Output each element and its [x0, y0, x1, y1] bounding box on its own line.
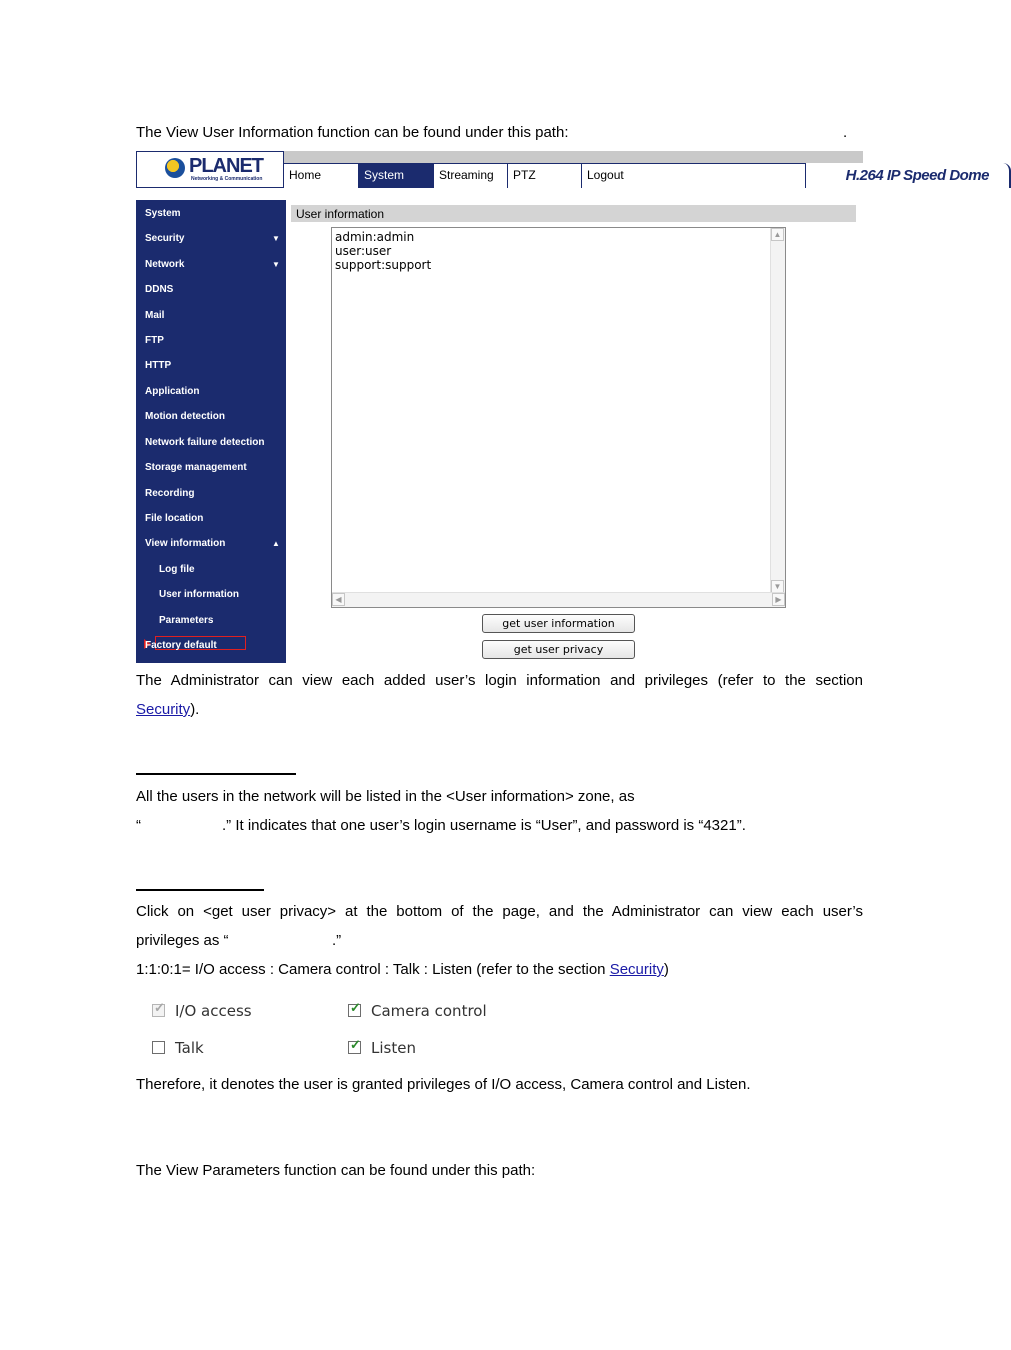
scroll-down-icon[interactable]: ▼	[771, 580, 784, 593]
planet-logo	[136, 151, 284, 188]
talk-checkbox[interactable]	[152, 1041, 165, 1054]
camera-control-checkbox[interactable]	[348, 1000, 361, 1017]
listen-checkbox[interactable]	[348, 1037, 361, 1054]
users-paragraph-line1: All the users in the network will be listed in the <User information> zone, as	[136, 788, 635, 805]
checkmark-icon: ✓	[154, 1000, 165, 1015]
io-access-label: I/O access	[175, 1002, 252, 1020]
users-paragraph-line2: .” It indicates that one user’s login username is “User”, and password is “4321”.	[222, 817, 746, 834]
vertical-scrollbar[interactable]	[770, 228, 785, 593]
camera-control-label: Camera control	[371, 1002, 487, 1020]
intro-period: .	[843, 124, 848, 141]
privacy-paragraph-text: Click on <get user privacy> at the bottom of the page, and the Administrator can view each user’s	[136, 903, 863, 920]
talk-label: Talk	[175, 1039, 204, 1057]
sidebar-item-application[interactable]: Application	[145, 386, 200, 397]
sidebar-item-recording[interactable]: Recording	[145, 488, 195, 499]
tab-ptz[interactable]: PTZ	[508, 163, 582, 188]
privacy-paragraph-line2b: .”	[332, 932, 342, 949]
get-user-information-button[interactable]: get user information	[482, 614, 635, 633]
section-heading: User information	[296, 207, 385, 221]
list-item: support:support	[335, 258, 432, 272]
io-access-checkbox[interactable]	[152, 1000, 165, 1017]
sidebar-item-ftp[interactable]: FTP	[145, 335, 164, 346]
intro-user-info-text: The View User Information function can be found under this path:	[136, 124, 569, 141]
sidebar-item-log-file[interactable]: Log file	[159, 564, 195, 575]
sidebar-item-ddns[interactable]: DDNS	[145, 284, 174, 295]
list-item: user:user	[335, 244, 392, 258]
sidebar-item-view-information[interactable]: View information	[145, 538, 226, 549]
security-link[interactable]: Security	[609, 961, 664, 978]
sidebar-item-motion-detection[interactable]: Motion detection	[145, 411, 225, 422]
privacy-paragraph-line1	[136, 903, 863, 921]
listen-label: Listen	[371, 1039, 416, 1057]
admin-paragraph-line1	[136, 672, 863, 690]
tab-streaming[interactable]: Streaming	[434, 163, 508, 188]
sidebar-item-system[interactable]: System	[145, 208, 181, 219]
sidebar-item-parameters[interactable]: Parameters	[159, 615, 214, 626]
scroll-up-icon[interactable]: ▲	[771, 228, 784, 241]
product-name: H.264 IP Speed Dome	[845, 167, 989, 184]
sidebar-item-http[interactable]: HTTP	[145, 360, 172, 371]
privacy-legend-close: )	[663, 961, 669, 978]
checkmark-icon: ✓	[350, 1037, 361, 1052]
privacy-paragraph-line2a: privileges as “	[136, 932, 229, 949]
globe-icon	[165, 158, 185, 178]
heading-underline	[136, 889, 264, 891]
users-open-quote: “	[136, 817, 141, 834]
sidebar-item-file-location[interactable]: File location	[145, 513, 204, 524]
admin-paragraph-line2	[136, 701, 863, 719]
sidebar-item-mail[interactable]: Mail	[145, 310, 165, 321]
get-user-privacy-button[interactable]: get user privacy	[482, 640, 635, 659]
section-heading-bar	[291, 205, 856, 222]
main-content	[286, 200, 863, 663]
intro-user-info	[136, 124, 863, 142]
chevron-down-icon[interactable]: ▼	[272, 260, 280, 269]
sidebar-item-network-failure-detection[interactable]: Network failure detection	[145, 437, 265, 448]
sidebar-item-factory-default[interactable]: Factory default	[145, 640, 217, 651]
scroll-right-icon[interactable]: ▶	[772, 593, 785, 606]
horizontal-scrollbar[interactable]	[332, 592, 785, 607]
chevron-down-icon[interactable]: ▼	[272, 234, 280, 243]
scroll-left-icon[interactable]: ◀	[332, 593, 345, 606]
privacy-legend-text: 1:1:0:1= I/O access : Camera control : Talk : Listen (refer to the section	[136, 961, 606, 978]
admin-paragraph-text: The Administrator can view each added user’s login information and privileges (refer to the section	[136, 672, 863, 689]
user-list-box[interactable]	[331, 227, 786, 608]
top-nav	[284, 151, 989, 188]
sidebar-item-storage-management[interactable]: Storage management	[145, 462, 247, 473]
privacy-paragraph-line3	[136, 961, 863, 979]
tab-home[interactable]: Home	[284, 163, 359, 188]
security-link[interactable]: Security	[136, 701, 191, 718]
sidebar-item-user-information[interactable]: User information	[159, 589, 240, 600]
sidebar-item-security[interactable]: Security	[145, 233, 185, 244]
checkmark-icon: ✓	[350, 1000, 361, 1015]
admin-paragraph-close: ).	[190, 701, 200, 718]
sidebar-item-network[interactable]: Network	[145, 259, 185, 270]
logo-subtext: Networking & Communication	[191, 176, 263, 182]
camera-ui-screenshot	[136, 151, 989, 663]
chevron-up-icon[interactable]: ▲	[272, 539, 280, 548]
therefore-paragraph: Therefore, it denotes the user is granted privileges of I/O access, Camera control and Listen.	[136, 1076, 751, 1093]
tab-system[interactable]: System	[359, 163, 434, 188]
sidebar	[136, 200, 286, 663]
product-banner	[805, 163, 1011, 188]
tab-logout[interactable]: Logout	[587, 168, 624, 182]
list-item: admin:admin	[335, 230, 415, 244]
logo-text: PLANET	[189, 155, 263, 177]
heading-underline	[136, 773, 296, 775]
intro-parameters: The View Parameters function can be found under this path:	[136, 1162, 536, 1179]
